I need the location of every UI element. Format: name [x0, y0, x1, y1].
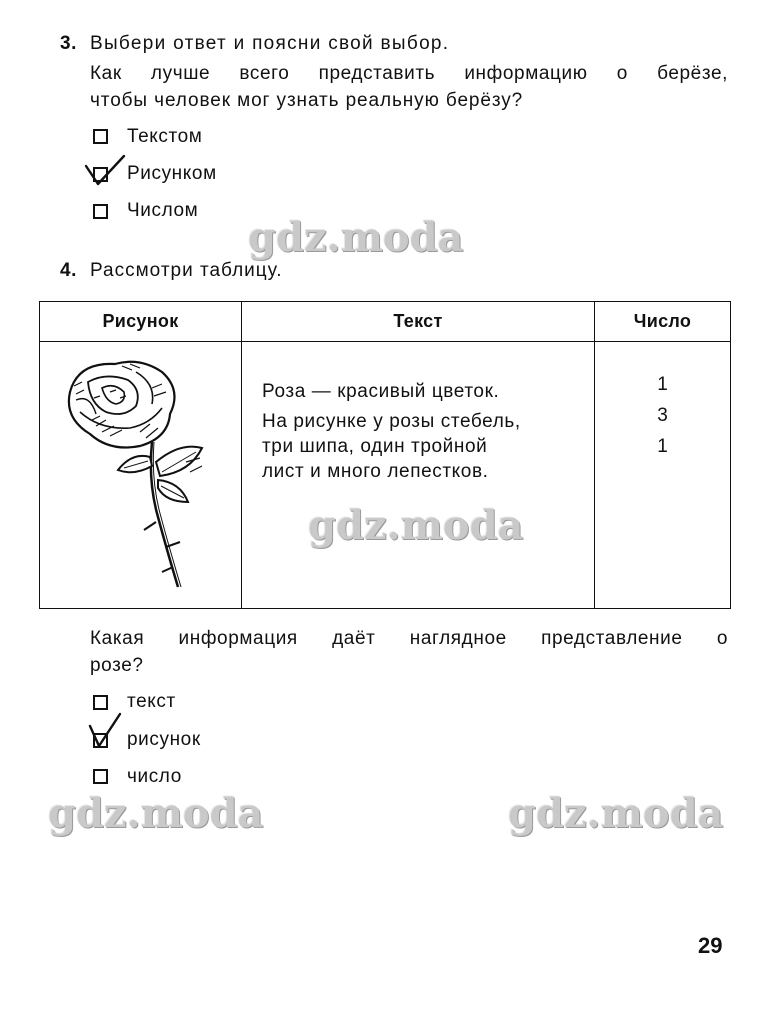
task4-question-line1: Какая информация даёт наглядное представление о [90, 628, 728, 649]
rose-illustration [40, 342, 240, 607]
page-number: 29 [698, 933, 723, 958]
option-label: Рисунком [127, 163, 217, 184]
number-value: 1 [657, 436, 668, 457]
checkbox[interactable] [93, 769, 108, 784]
table-header-row [40, 302, 731, 342]
option-label: текст [127, 691, 176, 712]
table-header-picture: Рисунок [40, 302, 242, 342]
table-cell-text [242, 342, 595, 609]
text-line: лист и много лепестков. [262, 461, 489, 482]
table-header-number: Число [595, 302, 731, 342]
watermark: gdz.moda [48, 790, 264, 837]
task3-question-line2: чтобы человек мог узнать реальную берёзу? [90, 90, 524, 111]
number-value: 1 [657, 374, 668, 395]
task3-number: 3. [60, 33, 78, 54]
checkbox[interactable] [93, 204, 108, 219]
table-cell-picture [40, 342, 242, 609]
info-table [39, 301, 731, 609]
checkmark-icon [84, 154, 128, 188]
task3-title: Выбери ответ и поясни свой выбор. [90, 33, 450, 54]
task4-title: Рассмотри таблицу. [90, 260, 283, 281]
text-line: На рисунке у розы стебель, [262, 411, 521, 432]
watermark: gdz.moda [248, 214, 464, 261]
task4-number: 4. [60, 260, 78, 281]
option-label: рисунок [127, 729, 201, 750]
option-label: число [127, 766, 182, 787]
task3-question-line1: Как лучше всего представить информацию о берёзе, [90, 63, 728, 84]
checkbox[interactable] [93, 129, 108, 144]
table-cell-number [595, 342, 731, 609]
text-line: Роза — красивый цветок. [262, 381, 500, 402]
option-label: Числом [127, 200, 199, 221]
task4-question-line2: розе? [90, 655, 144, 676]
number-value: 3 [657, 405, 668, 426]
option-label: Текстом [127, 126, 203, 147]
checkbox[interactable] [93, 695, 108, 710]
text-line: три шипа, один тройной [262, 436, 488, 457]
table-header-text: Текст [242, 302, 595, 342]
watermark: gdz.moda [508, 790, 724, 837]
checkmark-icon [87, 712, 123, 750]
watermark: gdz.moda [308, 502, 524, 549]
table-row [40, 342, 731, 609]
